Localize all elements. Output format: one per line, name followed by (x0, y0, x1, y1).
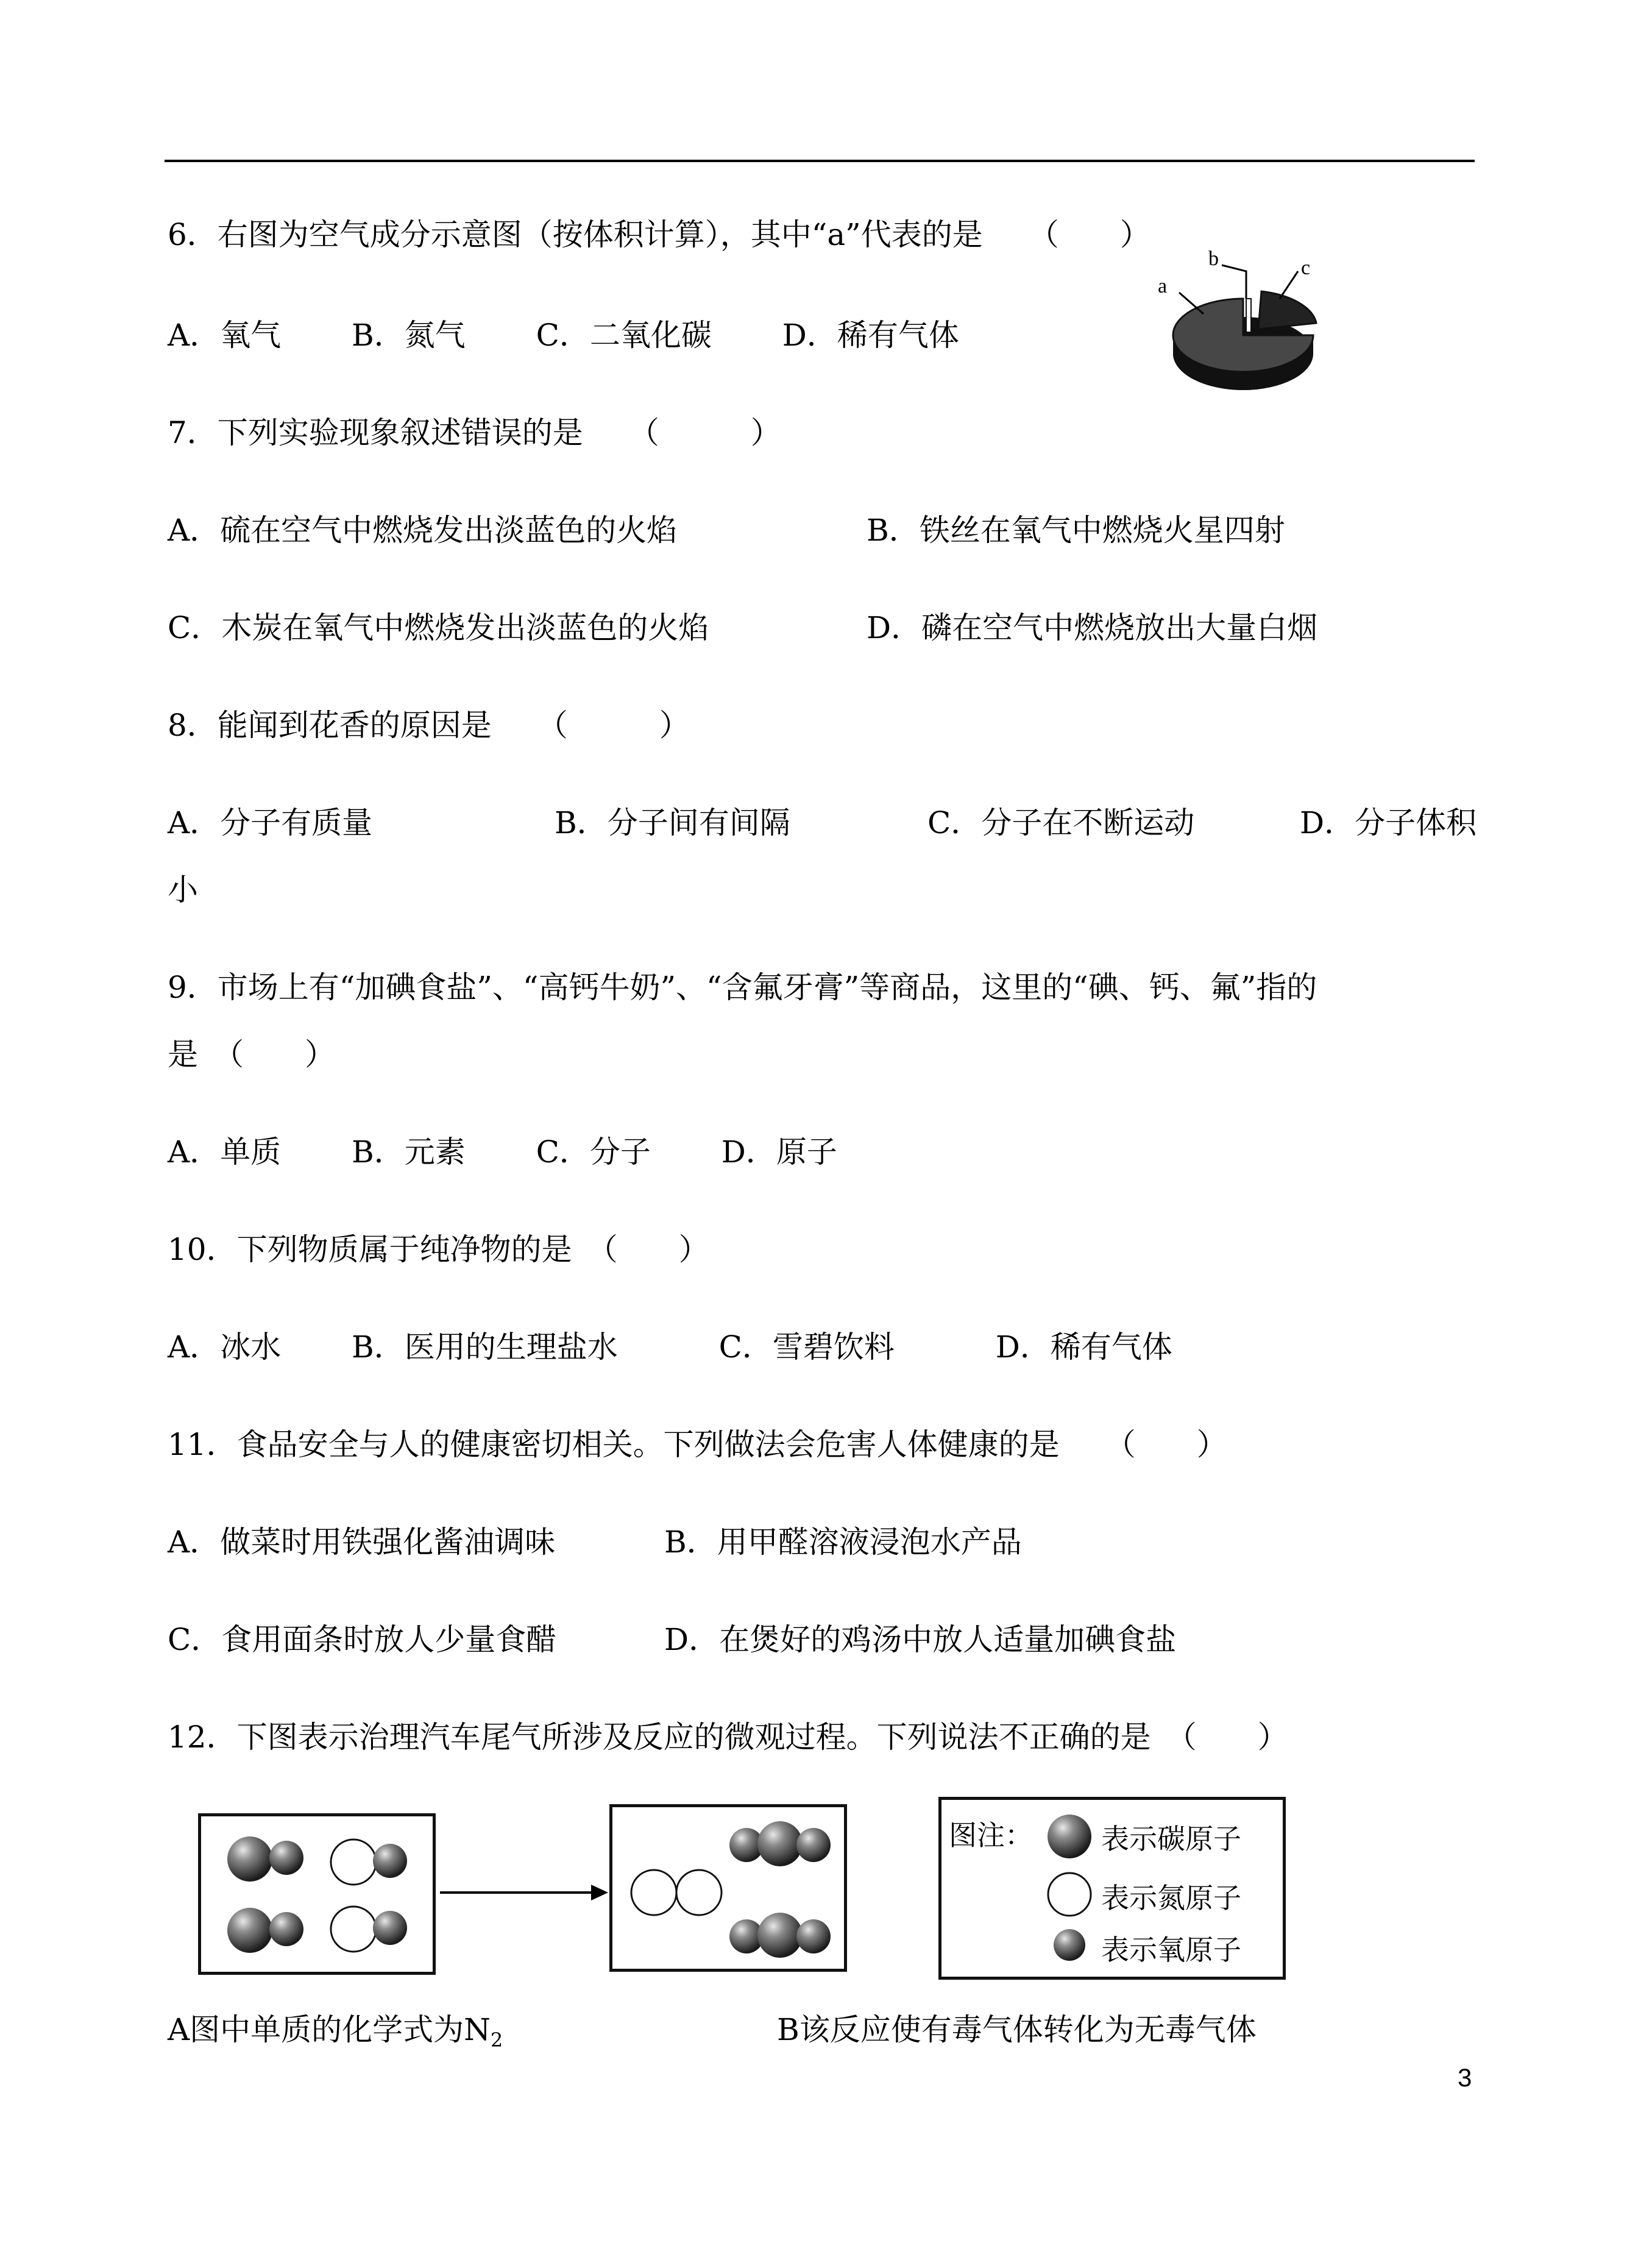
oxygen-atom (373, 1844, 407, 1878)
q7-option-b: B．铁丝在氧气中燃烧火星四射 (867, 513, 1285, 548)
q9-stem: 9．市场上有“加碘食盐”、“高钙牛奶”、“含氟牙膏”等商品，这里的“碘、钙、氟”指的 (168, 970, 1317, 1005)
page-number: 3 (1458, 2063, 1472, 2092)
carbon-atom (757, 1821, 803, 1866)
q12-stem: 12．下图表示治理汽车尾气所涉及反应的微观过程。下列说法不正确的是 （ ） (168, 1719, 1288, 1755)
q9-stem-wrap: 是 （ ） (168, 1037, 335, 1072)
products-panel (609, 1804, 847, 1972)
q11-option-d: D．在煲好的鸡汤中放人适量加碘食盐 (664, 1622, 1177, 1657)
legend-oxygen-label: 表示氧原子 (1101, 1933, 1241, 1966)
carbon-atom (227, 1836, 272, 1882)
legend-nitrogen-label: 表示氮原子 (1101, 1882, 1241, 1914)
q7-option-c: C．木炭在氧气中燃烧发出淡蓝色的火焰 (168, 610, 709, 645)
nitrogen-atom (331, 1907, 376, 1952)
product-molecules (612, 1807, 844, 1969)
q7-stem: 7．下列实验现象叙述错误的是 （ ） (168, 415, 781, 450)
q11-option-b: B．用甲醛溶液浸泡水产品 (664, 1524, 1022, 1560)
air-composition-pie-chart (1155, 244, 1331, 427)
oxygen-atom (373, 1911, 407, 1945)
q8-option-d: D．分子体积 (1300, 805, 1477, 841)
reactant-molecules (201, 1816, 433, 1972)
q8-option-b: B．分子间有间隔 (555, 805, 790, 841)
q6-stem: 6．右图为空气成分示意图（按体积计算），其中“a”代表的是 （ ） (168, 217, 1150, 252)
carbon-atom-icon (1045, 1812, 1094, 1861)
reactants-panel (198, 1813, 436, 1975)
q12-option-b: B该反应使有毒气体转化为无毒气体 (777, 2012, 1257, 2047)
q8-option-a: A．分子有质量 (168, 805, 373, 841)
pie-slice-b (1246, 299, 1251, 332)
q6-options: A．氧气 B．氮气 C．二氧化碳 D．稀有气体 (168, 318, 959, 353)
q10-options: A．冰水 B．医用的生理盐水 C．雪碧饮料 D．稀有气体 (168, 1329, 1172, 1365)
nitrogen-atom-icon (1045, 1870, 1094, 1919)
legend-title: 图注： (949, 1819, 1033, 1852)
legend-panel (938, 1797, 1286, 1980)
q10-stem: 10．下列物质属于纯净物的是 （ ） (168, 1232, 709, 1267)
pie-label-a: a (1158, 275, 1168, 297)
q7-option-a: A．硫在空气中燃烧发出淡蓝色的火焰 (168, 513, 678, 548)
nitrogen-atom (631, 1870, 676, 1915)
carbon-atom (757, 1913, 803, 1958)
nitrogen-atom (676, 1870, 722, 1915)
oxygen-atom (269, 1912, 303, 1946)
q12-option-a: A图中单质的化学式为$N_2$ (168, 2012, 503, 2052)
pie-label-c: c (1301, 257, 1311, 279)
q8-option-c: C．分子在不断运动 (927, 805, 1195, 841)
header-rule (165, 160, 1475, 162)
oxygen-atom-icon (1051, 1927, 1088, 1963)
q11-option-a: A．做菜时用铁强化酱油调味 (168, 1524, 556, 1560)
oxygen-atom (796, 1828, 831, 1862)
q11-stem: 11．食品安全与人的健康密切相关。下列做法会危害人体健康的是 （ ） (168, 1427, 1227, 1462)
oxygen-atom (796, 1919, 831, 1953)
carbon-atom (227, 1908, 272, 1953)
q8-option-d-wrap: 小 (168, 872, 198, 908)
q9-options: A．单质 B．元素 C．分子 D．原子 (168, 1134, 837, 1170)
oxygen-atom (269, 1841, 303, 1875)
nitrogen-atom (331, 1840, 376, 1885)
q8-stem: 8．能闻到花香的原因是 （ ） (168, 708, 690, 743)
legend-carbon-label: 表示碳原子 (1101, 1822, 1241, 1855)
pie-slice-c (1258, 291, 1316, 329)
pie-label-b: b (1208, 247, 1219, 270)
q7-option-d: D．磷在空气中燃烧放出大量白烟 (867, 610, 1318, 645)
q11-option-c: C．食用面条时放人少量食醋 (168, 1622, 557, 1657)
reaction-arrow (439, 1877, 609, 1908)
